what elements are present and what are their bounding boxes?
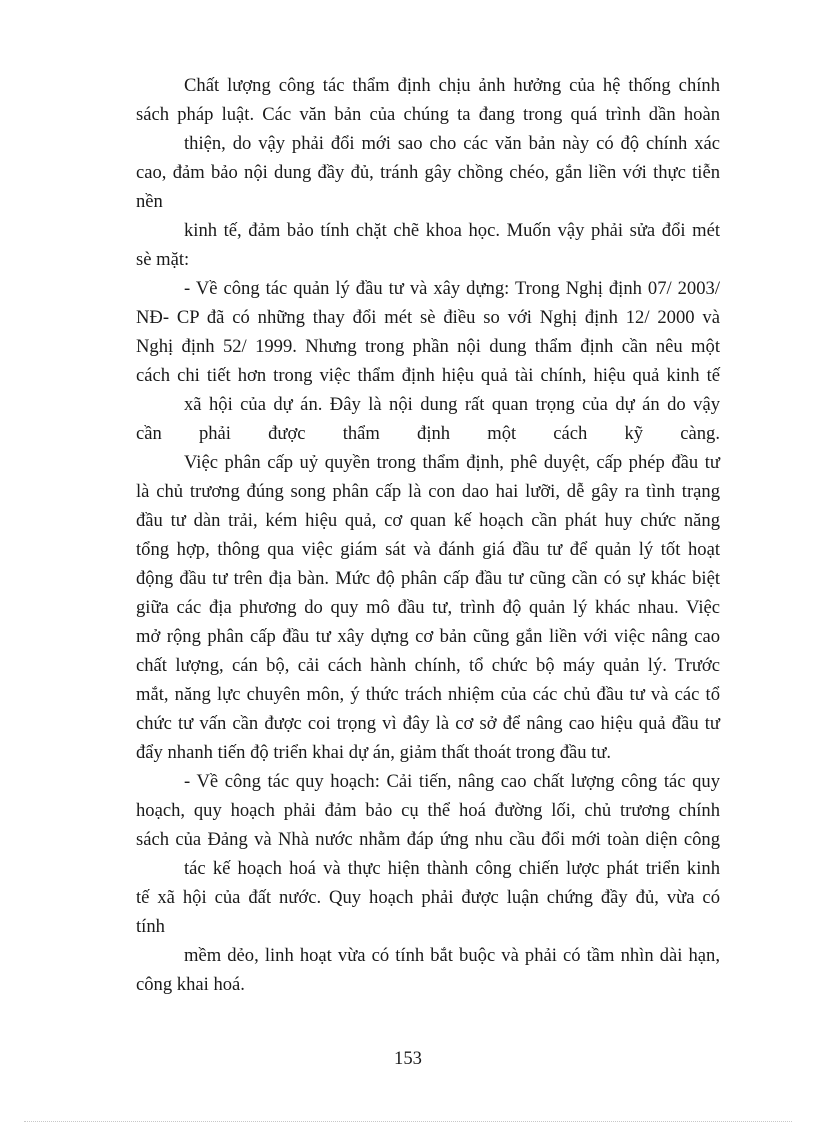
text-line: Chất lượng công tác thẩm định chịu ảnh hưởng của hệ thống chính — [184, 75, 720, 96]
text-line: cần phải được thẩm định một cách kỹ càng. — [136, 423, 720, 444]
text-line: là chủ trương đúng song phân cấp là con dao hai lưỡi, dễ gây ra tình trạng — [136, 481, 720, 502]
text-line: sè mặt: — [136, 249, 190, 270]
text-line: xã hội của dự án. Đây là nội dung rất quan trọng của dự án do vậy — [184, 394, 720, 415]
text-line: sách của Đảng và Nhà nước nhằm đáp ứng nhu cầu đổi mới toàn diện công — [136, 829, 720, 850]
text-line: Nghị định 52/ 1999. Nhưng trong phần nội dung thẩm định cần nêu một — [136, 336, 720, 357]
text-line: cao, đảm bảo nội dung đầy đủ, tránh gây chồng chéo, gắn liền với thực tiễn — [136, 162, 720, 183]
text-line: mở rộng phân cấp đầu tư xây dựng cơ bản cũng gắn liền với việc nâng cao — [136, 626, 720, 647]
text-line: tính — [136, 916, 165, 937]
text-line: - Về công tác quy hoạch: Cải tiến, nâng cao chất lượng công tác quy — [184, 771, 720, 792]
text-line: thiện, do vậy phải đổi mới sao cho các văn bản này có độ chính xác — [184, 133, 720, 154]
page-number: 153 — [394, 1048, 422, 1069]
text-line: chất lượng, cán bộ, cải cách hành chính, tổ chức bộ máy quản lý. Trước — [136, 655, 720, 676]
text-line: mềm dẻo, linh hoạt vừa có tính bắt buộc và phải có tầm nhìn dài hạn, — [184, 945, 720, 966]
text-line: sách pháp luật. Các văn bản của chúng ta đang trong quá trình dần hoàn — [136, 104, 720, 125]
text-line: tổng hợp, thông qua việc giám sát và đánh giá đầu tư để quản lý tốt hoạt — [136, 539, 720, 560]
body-text — [136, 71, 720, 999]
text-line: tế xã hội của đất nước. Quy hoạch phải được luận chứng đầy đủ, vừa có — [136, 887, 720, 908]
text-line: Việc phân cấp uỷ quyền trong thẩm định, phê duyệt, cấp phép đầu tư — [184, 452, 720, 473]
page-bottom-divider — [24, 1121, 792, 1122]
text-line: kinh tế, đảm bảo tính chặt chẽ khoa học. Muốn vậy phải sửa đổi mét — [184, 220, 720, 241]
text-line: chức tư vấn cần được coi trọng vì đây là cơ sở để nâng cao hiệu quả đầu tư — [136, 713, 720, 734]
text-line: NĐ- CP đã có những thay đổi mét sè điều so với Nghị định 12/ 2000 và — [136, 307, 720, 328]
text-line: động đầu tư trên địa bàn. Mức độ phân cấp đầu tư cũng cần có sự khác biệt — [136, 568, 720, 589]
text-line: hoạch, quy hoạch phải đảm bảo cụ thể hoá đường lối, chủ trương chính — [136, 800, 720, 821]
text-line: giữa các địa phương do quy mô đầu tư, trình độ quản lý khác nhau. Việc — [136, 597, 720, 618]
text-line: công khai hoá. — [136, 974, 245, 995]
text-line: nền — [136, 191, 163, 212]
text-line: tác kế hoạch hoá và thực hiện thành công chiến lược phát triển kinh — [184, 858, 720, 879]
text-line: mắt, năng lực chuyên môn, ý thức trách nhiệm của các chủ đầu tư và các tổ — [136, 684, 720, 705]
text-line: đầu tư dàn trải, kém hiệu quả, cơ quan kế hoạch cần phát huy chức năng — [136, 510, 720, 531]
text-line: cách chi tiết hơn trong việc thẩm định hiệu quả tài chính, hiệu quả kinh tế — [136, 365, 720, 386]
text-line: đẩy nhanh tiến độ triển khai dự án, giảm thất thoát trong đầu tư. — [136, 742, 612, 763]
text-line: - Về công tác quản lý đầu tư và xây dựng: Trong Nghị định 07/ 2003/ — [184, 278, 720, 299]
